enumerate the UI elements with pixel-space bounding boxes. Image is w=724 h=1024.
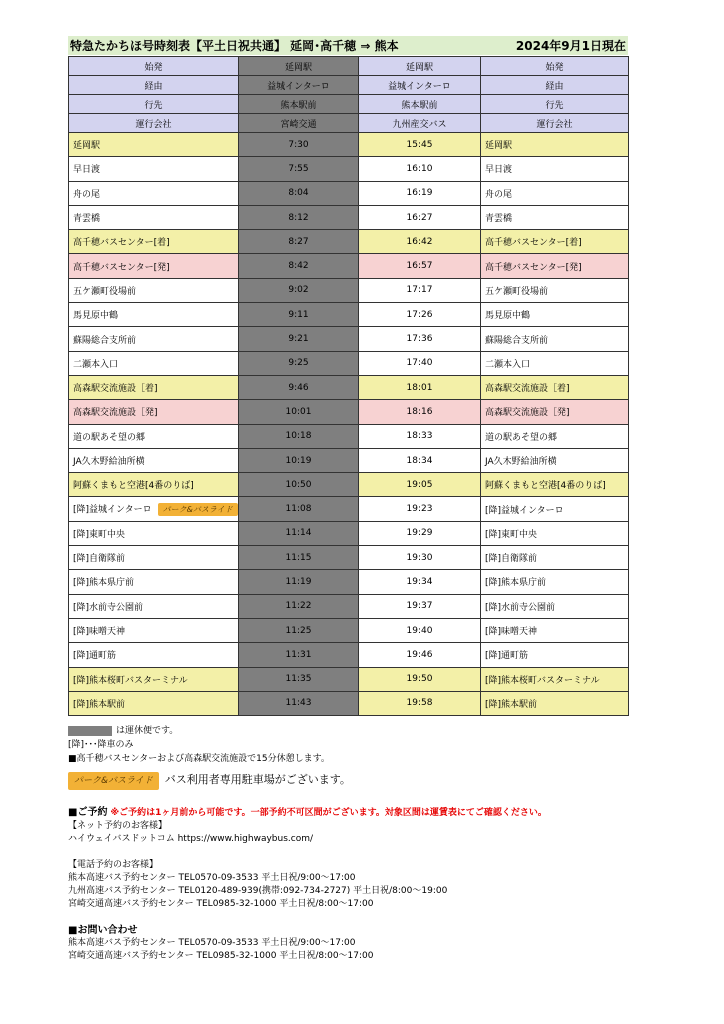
time-cell-suspended: 8:04 bbox=[239, 181, 359, 205]
time-cell-suspended: 11:15 bbox=[239, 546, 359, 570]
header-row bbox=[69, 114, 629, 133]
time-cell-suspended: 9:21 bbox=[239, 327, 359, 351]
time-cell-suspended: 9:02 bbox=[239, 278, 359, 302]
time-cell: 19:05 bbox=[359, 473, 481, 497]
stop-name: 舟の尾 bbox=[69, 181, 239, 205]
time-cell-suspended: 10:18 bbox=[239, 424, 359, 448]
time-cell-suspended: 10:01 bbox=[239, 400, 359, 424]
stop-row bbox=[69, 424, 629, 448]
time-cell: 19:29 bbox=[359, 521, 481, 545]
header-cell: 運行会社 bbox=[69, 114, 239, 133]
stop-row bbox=[69, 448, 629, 472]
time-cell-suspended: 7:55 bbox=[239, 157, 359, 181]
header-cell: 益城インターロ bbox=[239, 76, 359, 95]
inquiry-line: 宮崎交通高速バス予約センター TEL0985-32-1000 平土日祝/8:00～17:00 bbox=[68, 951, 374, 961]
park-and-ride-badge: パーク&バスライド bbox=[68, 772, 159, 790]
stop-name-right: [降]東町中央 bbox=[481, 521, 629, 545]
time-cell-suspended: 11:19 bbox=[239, 570, 359, 594]
time-cell-suspended: 9:25 bbox=[239, 351, 359, 375]
stop-row bbox=[69, 667, 629, 691]
time-cell: 19:30 bbox=[359, 546, 481, 570]
time-cell: 15:45 bbox=[359, 133, 481, 157]
stop-name: 二瀬本入口 bbox=[69, 351, 239, 375]
time-cell-suspended: 11:14 bbox=[239, 521, 359, 545]
stop-row bbox=[69, 473, 629, 497]
header-row bbox=[69, 57, 629, 76]
stop-name-right: 延岡駅 bbox=[481, 133, 629, 157]
stop-row bbox=[69, 546, 629, 570]
stop-name-right: [降]自衛隊前 bbox=[481, 546, 629, 570]
stop-name: 五ケ瀬町役場前 bbox=[69, 278, 239, 302]
time-cell: 19:37 bbox=[359, 594, 481, 618]
time-cell: 16:57 bbox=[359, 254, 481, 278]
stop-row bbox=[69, 691, 629, 715]
stop-row bbox=[69, 618, 629, 642]
stop-name-right: [降]熊本県庁前 bbox=[481, 570, 629, 594]
inquiry-heading: ■お問い合わせ bbox=[68, 925, 138, 936]
rest-note: ■高千穂バスセンターおよび高森駅交流施設で15分休憩します。 bbox=[68, 754, 330, 764]
time-cell: 18:34 bbox=[359, 448, 481, 472]
stop-row bbox=[69, 497, 629, 521]
tel-heading: 【電話予約のお客様】 bbox=[68, 860, 159, 870]
effective-date: 2024年9月1日現在 bbox=[515, 39, 626, 53]
stop-row bbox=[69, 254, 629, 278]
stop-row bbox=[69, 133, 629, 157]
stop-name-right: 蘇陽総合支所前 bbox=[481, 327, 629, 351]
net-link[interactable]: ハイウェイバスドットコム https://www.highwaybus.com/ bbox=[68, 834, 314, 844]
stop-name-right: [降]熊本桜町バスターミナル bbox=[481, 667, 629, 691]
stop-name: 青雲橋 bbox=[69, 205, 239, 229]
header-cell: 経由 bbox=[481, 76, 629, 95]
tel-line: 九州高速バス予約センター TEL0120-489-939(携帯:092-734-2727) 平土日祝/8:00～19:00 bbox=[68, 886, 448, 896]
stop-name-right: [降]熊本駅前 bbox=[481, 691, 629, 715]
park-note: パーク&バスライド バス利用者専用駐車場がございます。 bbox=[68, 772, 668, 790]
stop-row bbox=[69, 278, 629, 302]
legend-swatch bbox=[68, 726, 112, 736]
stop-name-right: 高森駅交流施設［発] bbox=[481, 400, 629, 424]
stop-row bbox=[69, 181, 629, 205]
header-cell: 延岡駅 bbox=[359, 57, 481, 76]
stop-name-right: [降]益城インターロ bbox=[481, 497, 629, 521]
stop-name-right: 高千穂バスセンター[着] bbox=[481, 230, 629, 254]
time-cell: 19:58 bbox=[359, 691, 481, 715]
legend-note: は運休便です。 bbox=[68, 724, 668, 738]
header-cell: 延岡駅 bbox=[239, 57, 359, 76]
time-cell-suspended: 11:25 bbox=[239, 618, 359, 642]
stop-row bbox=[69, 521, 629, 545]
header-cell: 熊本駅前 bbox=[239, 95, 359, 114]
time-cell: 18:16 bbox=[359, 400, 481, 424]
time-cell: 19:46 bbox=[359, 643, 481, 667]
stop-name-right: [降]水前寺公園前 bbox=[481, 594, 629, 618]
header-cell: 始発 bbox=[69, 57, 239, 76]
stop-name-right: 道の駅あそ望の郷 bbox=[481, 424, 629, 448]
time-cell-suspended: 9:11 bbox=[239, 303, 359, 327]
time-cell-suspended: 7:30 bbox=[239, 133, 359, 157]
header-row bbox=[69, 76, 629, 95]
time-cell: 16:27 bbox=[359, 205, 481, 229]
time-cell: 17:26 bbox=[359, 303, 481, 327]
stop-name-right: 高森駅交流施設［着] bbox=[481, 375, 629, 399]
contact-section bbox=[68, 806, 688, 963]
stop-name-right: 高千穂バスセンター[発] bbox=[481, 254, 629, 278]
stop-row bbox=[69, 157, 629, 181]
stop-row bbox=[69, 230, 629, 254]
tel-line: 熊本高速バス予約センター TEL0570-09-3533 平土日祝/9:00～17:00 bbox=[68, 873, 356, 883]
header-cell: 運行会社 bbox=[481, 114, 629, 133]
stop-row bbox=[69, 327, 629, 351]
time-cell-suspended: 8:27 bbox=[239, 230, 359, 254]
time-cell-suspended: 11:43 bbox=[239, 691, 359, 715]
header-cell: 益城インターロ bbox=[359, 76, 481, 95]
stop-name: [降]東町中央 bbox=[69, 521, 239, 545]
time-cell-suspended: 11:31 bbox=[239, 643, 359, 667]
stop-name: [降]熊本桜町バスターミナル bbox=[69, 667, 239, 691]
time-cell: 18:01 bbox=[359, 375, 481, 399]
stop-row bbox=[69, 643, 629, 667]
header-cell: 始発 bbox=[481, 57, 629, 76]
time-cell-suspended: 8:12 bbox=[239, 205, 359, 229]
time-cell: 16:19 bbox=[359, 181, 481, 205]
stop-name: 高森駅交流施設［発] bbox=[69, 400, 239, 424]
stop-name: [降]自衛隊前 bbox=[69, 546, 239, 570]
time-cell-suspended: 11:08 bbox=[239, 497, 359, 521]
stop-name-right: [降]味噌天神 bbox=[481, 618, 629, 642]
stop-name: 高千穂バスセンター[着] bbox=[69, 230, 239, 254]
stop-row bbox=[69, 303, 629, 327]
timetable-title: 特急たかちほ号時刻表【平土日祝共通】 延岡･高千穂 ⇒ 熊本 bbox=[70, 39, 399, 53]
stop-name-right: [降]通町筋 bbox=[481, 643, 629, 667]
stop-row bbox=[69, 375, 629, 399]
time-cell: 19:34 bbox=[359, 570, 481, 594]
tel-line: 宮崎交通高速バス予約センター TEL0985-32-1000 平土日祝/8:00～17:00 bbox=[68, 899, 374, 909]
time-cell-suspended: 10:19 bbox=[239, 448, 359, 472]
time-cell: 16:10 bbox=[359, 157, 481, 181]
header-cell: 行先 bbox=[69, 95, 239, 114]
stop-name: 馬見原中鶴 bbox=[69, 303, 239, 327]
stop-name: 早日渡 bbox=[69, 157, 239, 181]
stop-row bbox=[69, 594, 629, 618]
time-cell: 19:40 bbox=[359, 618, 481, 642]
time-cell-suspended: 10:50 bbox=[239, 473, 359, 497]
time-cell-suspended: 11:22 bbox=[239, 594, 359, 618]
reserve-heading: ■ご予約 ※ご予約は1ヶ月前から可能です。一部予約不可区間がございます。対象区間は運賃表にてご確認ください。 bbox=[68, 807, 547, 818]
stop-name: [降]水前寺公園前 bbox=[69, 594, 239, 618]
stop-name: 高千穂バスセンター[発] bbox=[69, 254, 239, 278]
stop-name-right: 青雲橋 bbox=[481, 205, 629, 229]
stop-name: 阿蘇くまもと空港[4番のりば] bbox=[69, 473, 239, 497]
time-cell-suspended: 11:35 bbox=[239, 667, 359, 691]
stop-name: JA久木野給油所横 bbox=[69, 448, 239, 472]
stop-name: [降]熊本県庁前 bbox=[69, 570, 239, 594]
header-cell: 九州産交バス bbox=[359, 114, 481, 133]
stop-name-right: 二瀬本入口 bbox=[481, 351, 629, 375]
time-cell: 17:36 bbox=[359, 327, 481, 351]
header-cell: 経由 bbox=[69, 76, 239, 95]
time-cell: 18:33 bbox=[359, 424, 481, 448]
stop-row bbox=[69, 205, 629, 229]
time-cell: 19:50 bbox=[359, 667, 481, 691]
stop-name: [降]通町筋 bbox=[69, 643, 239, 667]
stop-name: 道の駅あそ望の郷 bbox=[69, 424, 239, 448]
stop-name-right: 阿蘇くまもと空港[4番のりば] bbox=[481, 473, 629, 497]
stop-name: 蘇陽総合支所前 bbox=[69, 327, 239, 351]
stop-name-right: 馬見原中鶴 bbox=[481, 303, 629, 327]
net-heading: 【ネット予約のお客様】 bbox=[68, 821, 168, 831]
stop-name: [降]益城インターロ パーク&バスライド bbox=[69, 497, 239, 521]
time-cell-suspended: 9:46 bbox=[239, 375, 359, 399]
time-cell: 16:42 bbox=[359, 230, 481, 254]
header-cell: 行先 bbox=[481, 95, 629, 114]
header-row bbox=[69, 95, 629, 114]
time-cell-suspended: 8:42 bbox=[239, 254, 359, 278]
notes bbox=[68, 724, 668, 790]
stop-row bbox=[69, 351, 629, 375]
stop-name: [降]熊本駅前 bbox=[69, 691, 239, 715]
time-cell: 19:23 bbox=[359, 497, 481, 521]
stop-name: [降]味噌天神 bbox=[69, 618, 239, 642]
stop-row bbox=[69, 570, 629, 594]
timetable bbox=[68, 56, 629, 716]
reserve-note: ※ご予約は1ヶ月前から可能です。一部予約不可区間がございます。対象区間は運賃表にてご確認ください。 bbox=[110, 808, 547, 818]
stop-name: 高森駅交流施設［着] bbox=[69, 375, 239, 399]
stop-name-right: 早日渡 bbox=[481, 157, 629, 181]
kousha-note: [降]･･･降車のみ bbox=[68, 740, 134, 750]
stop-name-right: 五ケ瀬町役場前 bbox=[481, 278, 629, 302]
inquiry-line: 熊本高速バス予約センター TEL0570-09-3533 平土日祝/9:00～17:00 bbox=[68, 938, 356, 948]
stop-name: 延岡駅 bbox=[69, 133, 239, 157]
title-bar bbox=[68, 36, 628, 55]
header-cell: 宮崎交通 bbox=[239, 114, 359, 133]
time-cell: 17:17 bbox=[359, 278, 481, 302]
stop-name-right: JA久木野給油所横 bbox=[481, 448, 629, 472]
stop-row bbox=[69, 400, 629, 424]
stop-name-right: 舟の尾 bbox=[481, 181, 629, 205]
park-and-ride-badge: パーク&バスライド bbox=[158, 503, 238, 516]
time-cell: 17:40 bbox=[359, 351, 481, 375]
header-cell: 熊本駅前 bbox=[359, 95, 481, 114]
